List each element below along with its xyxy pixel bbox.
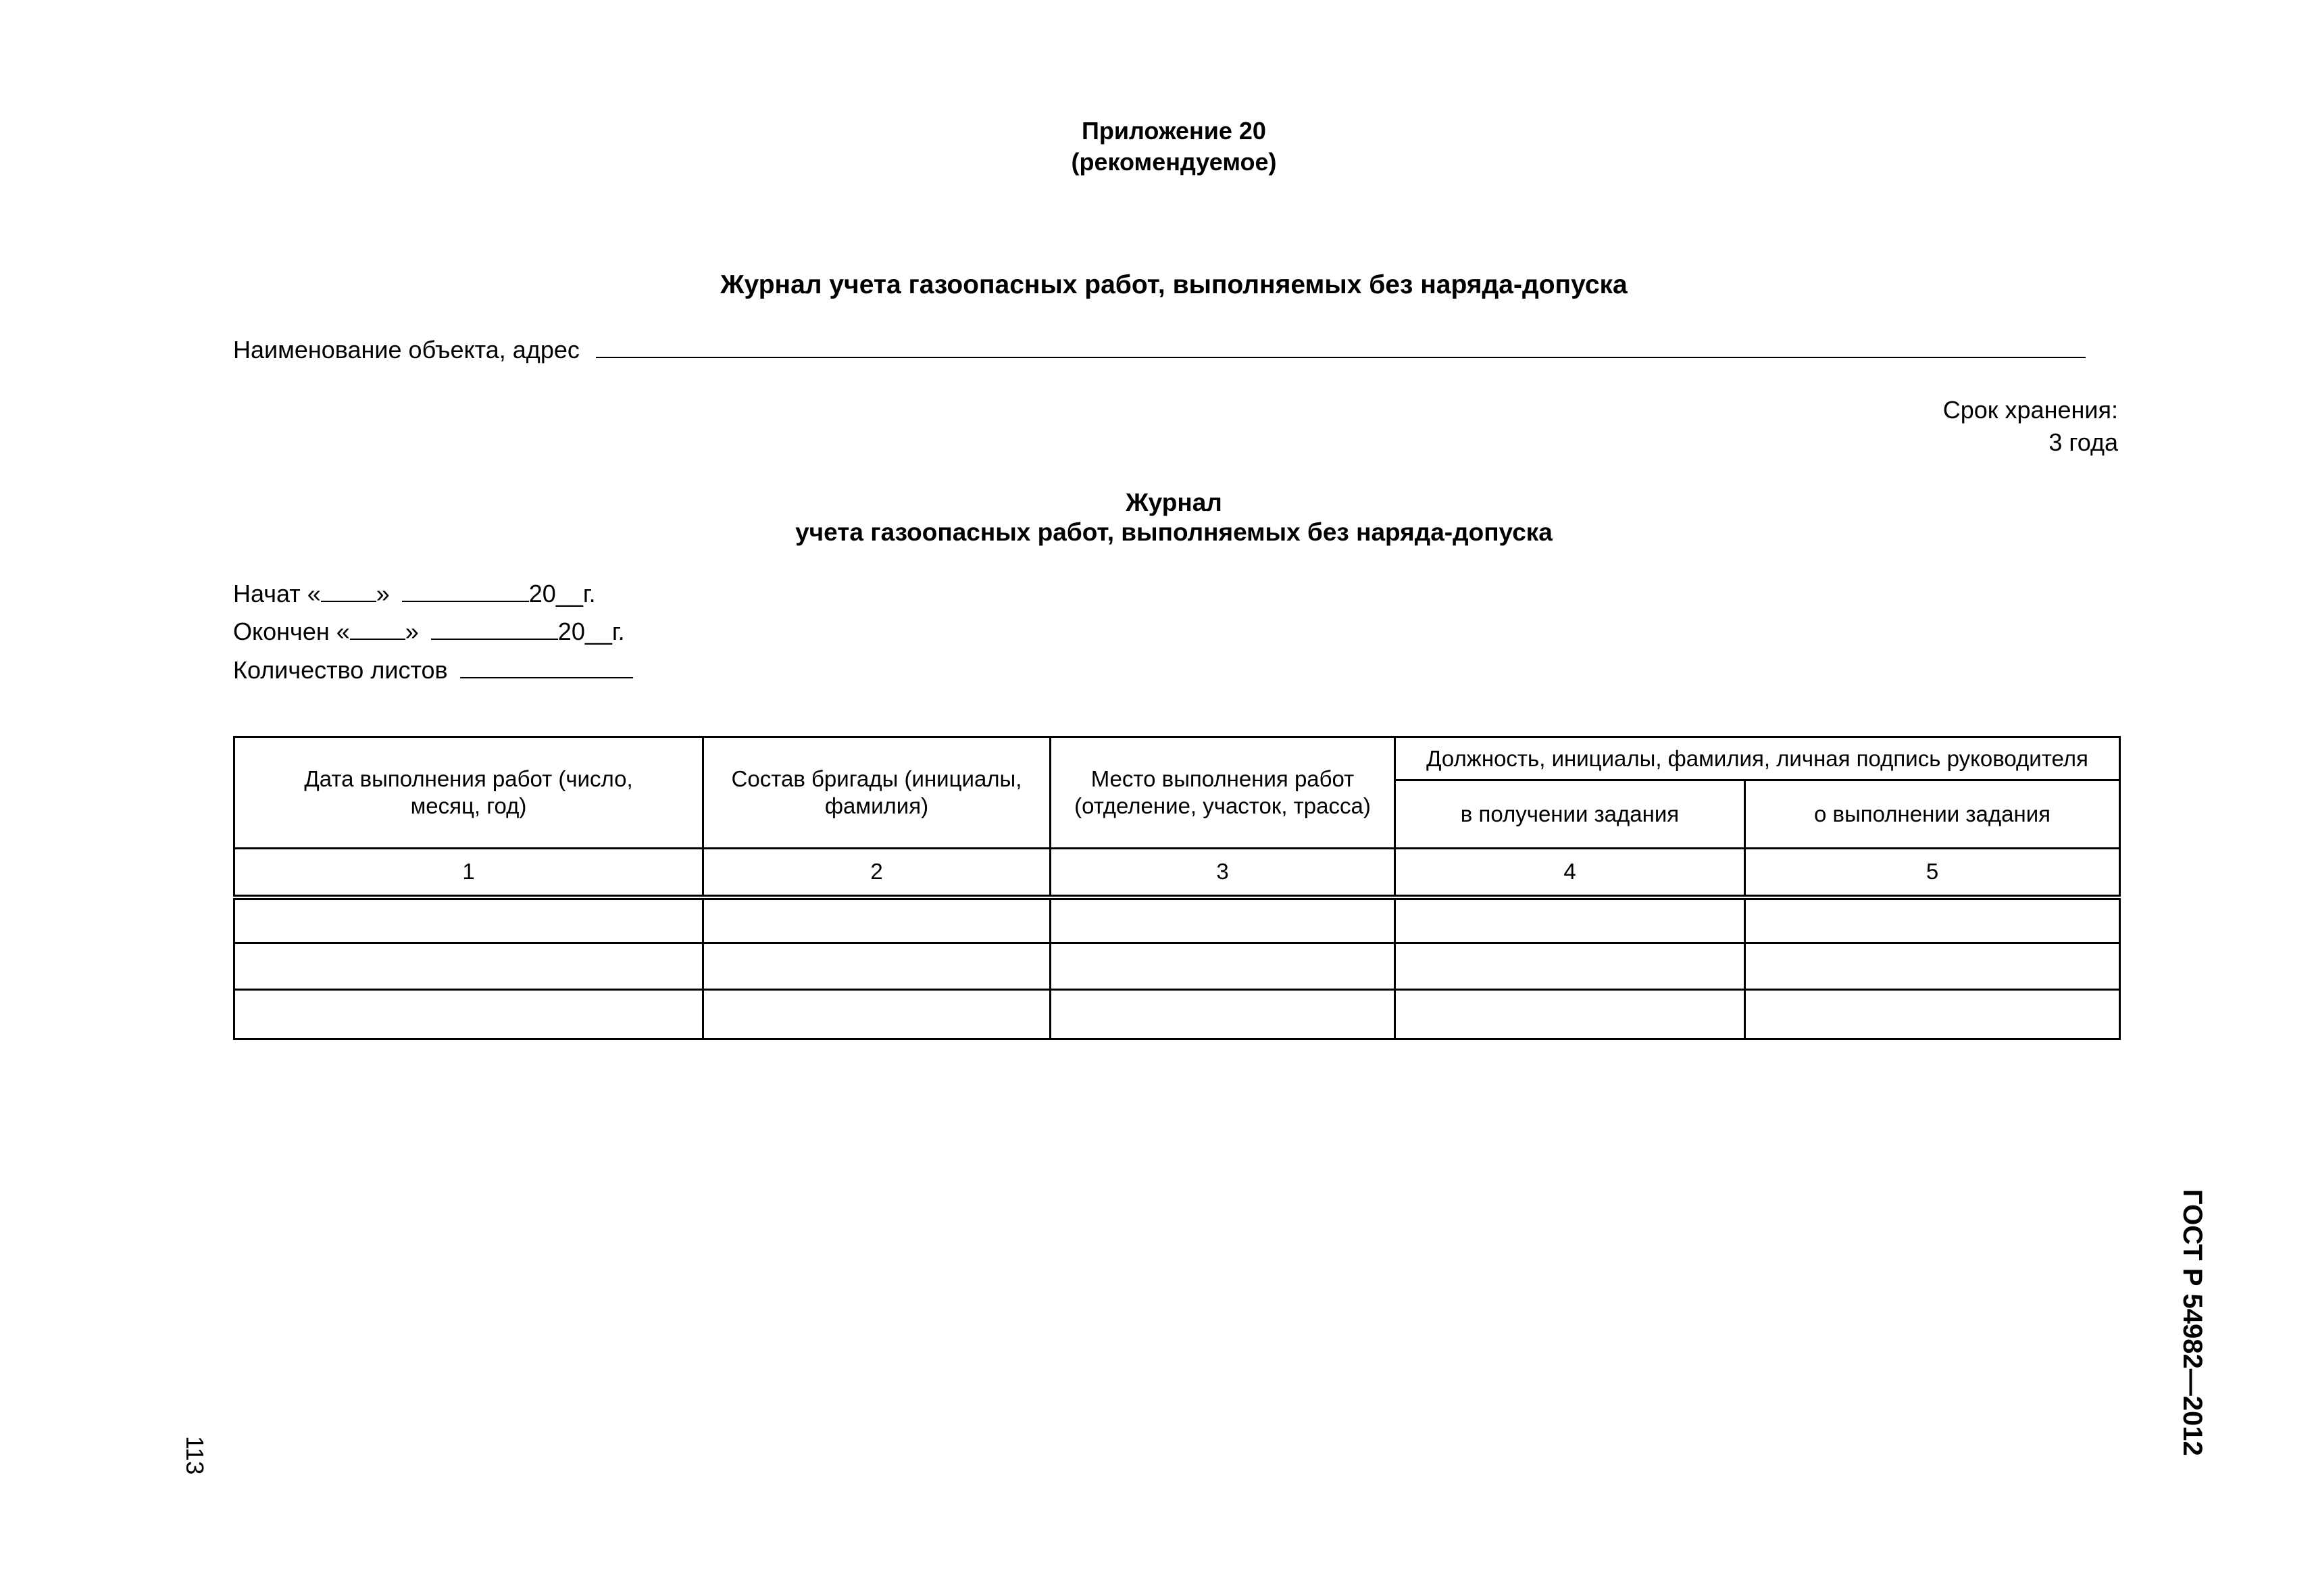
ended-month-blank <box>431 618 558 640</box>
table-row <box>234 943 2120 990</box>
ended-year: 20__г. <box>557 618 625 645</box>
started-day-blank <box>321 580 376 602</box>
table-cell <box>1395 943 1745 990</box>
sheets-field <box>233 655 633 685</box>
col-number-4: 4 <box>1395 849 1745 897</box>
appendix-number: Приложение 20 <box>1082 117 1266 145</box>
header-date: Дата выполнения работ (число, месяц, год) <box>234 737 703 849</box>
journal-table <box>233 736 2121 1040</box>
header-task-done: о выполнении задания <box>1745 780 2120 849</box>
table-cell <box>234 990 703 1039</box>
ended-mid: » <box>405 618 419 645</box>
storage-label: Срок хранения: <box>1942 396 2118 424</box>
table-cell <box>1395 897 1745 943</box>
started-month-blank <box>402 580 529 602</box>
object-name-label: Наименование объекта, адрес <box>233 336 580 364</box>
storage-period <box>1943 394 2118 459</box>
table-cell <box>1051 897 1395 943</box>
table-row <box>234 990 2120 1039</box>
standard-designation: ГОСТ Р 54982—2012 <box>2178 1189 2207 1456</box>
object-name-field <box>233 335 2086 365</box>
main-title: Журнал учета газоопасных работ, выполняемых без наряда-допуска <box>720 270 1628 299</box>
sheets-blank <box>460 657 633 678</box>
table-cell <box>234 897 703 943</box>
ended-prefix: Окончен « <box>233 618 350 645</box>
table-cell <box>703 897 1051 943</box>
ended-field <box>233 617 625 647</box>
object-name-blank <box>596 336 2086 358</box>
col-number-5: 5 <box>1745 849 2120 897</box>
started-year: 20__г. <box>528 580 596 607</box>
appendix-type: (рекомендуемое) <box>1071 148 1277 176</box>
col-number-2: 2 <box>703 849 1051 897</box>
header-team: Состав бригады (инициалы, фамилия) <box>703 737 1051 849</box>
table-number-row <box>234 849 2120 897</box>
table-cell <box>1395 990 1745 1039</box>
started-prefix: Начат « <box>233 580 321 607</box>
table-cell <box>703 990 1051 1039</box>
sheets-label: Количество листов <box>233 656 448 684</box>
table-cell <box>1051 990 1395 1039</box>
col-number-3: 3 <box>1051 849 1395 897</box>
table-cell <box>1745 897 2120 943</box>
table-cell <box>234 943 703 990</box>
col-number-1: 1 <box>234 849 703 897</box>
table-row <box>234 897 2120 943</box>
started-field <box>233 579 596 609</box>
table-cell <box>1745 990 2120 1039</box>
journal-subheading: учета газоопасных работ, выполняемых без наряда-допуска <box>795 518 1553 546</box>
table-cell <box>1745 943 2120 990</box>
header-place: Место выполнения работ (отделение, участок, трасса) <box>1051 737 1395 849</box>
header-task-received: в получении задания <box>1395 780 1745 849</box>
table-cell <box>1051 943 1395 990</box>
table-header-row <box>234 737 2120 780</box>
storage-value: 3 года <box>2048 428 2118 456</box>
table-cell <box>703 943 1051 990</box>
ended-day-blank <box>350 618 405 640</box>
header-supervisor-group: Должность, инициалы, фамилия, личная подпись руководителя <box>1395 737 2120 780</box>
started-mid: » <box>376 580 390 607</box>
journal-heading: Журнал <box>1126 489 1222 516</box>
page-number: 113 <box>181 1436 209 1475</box>
